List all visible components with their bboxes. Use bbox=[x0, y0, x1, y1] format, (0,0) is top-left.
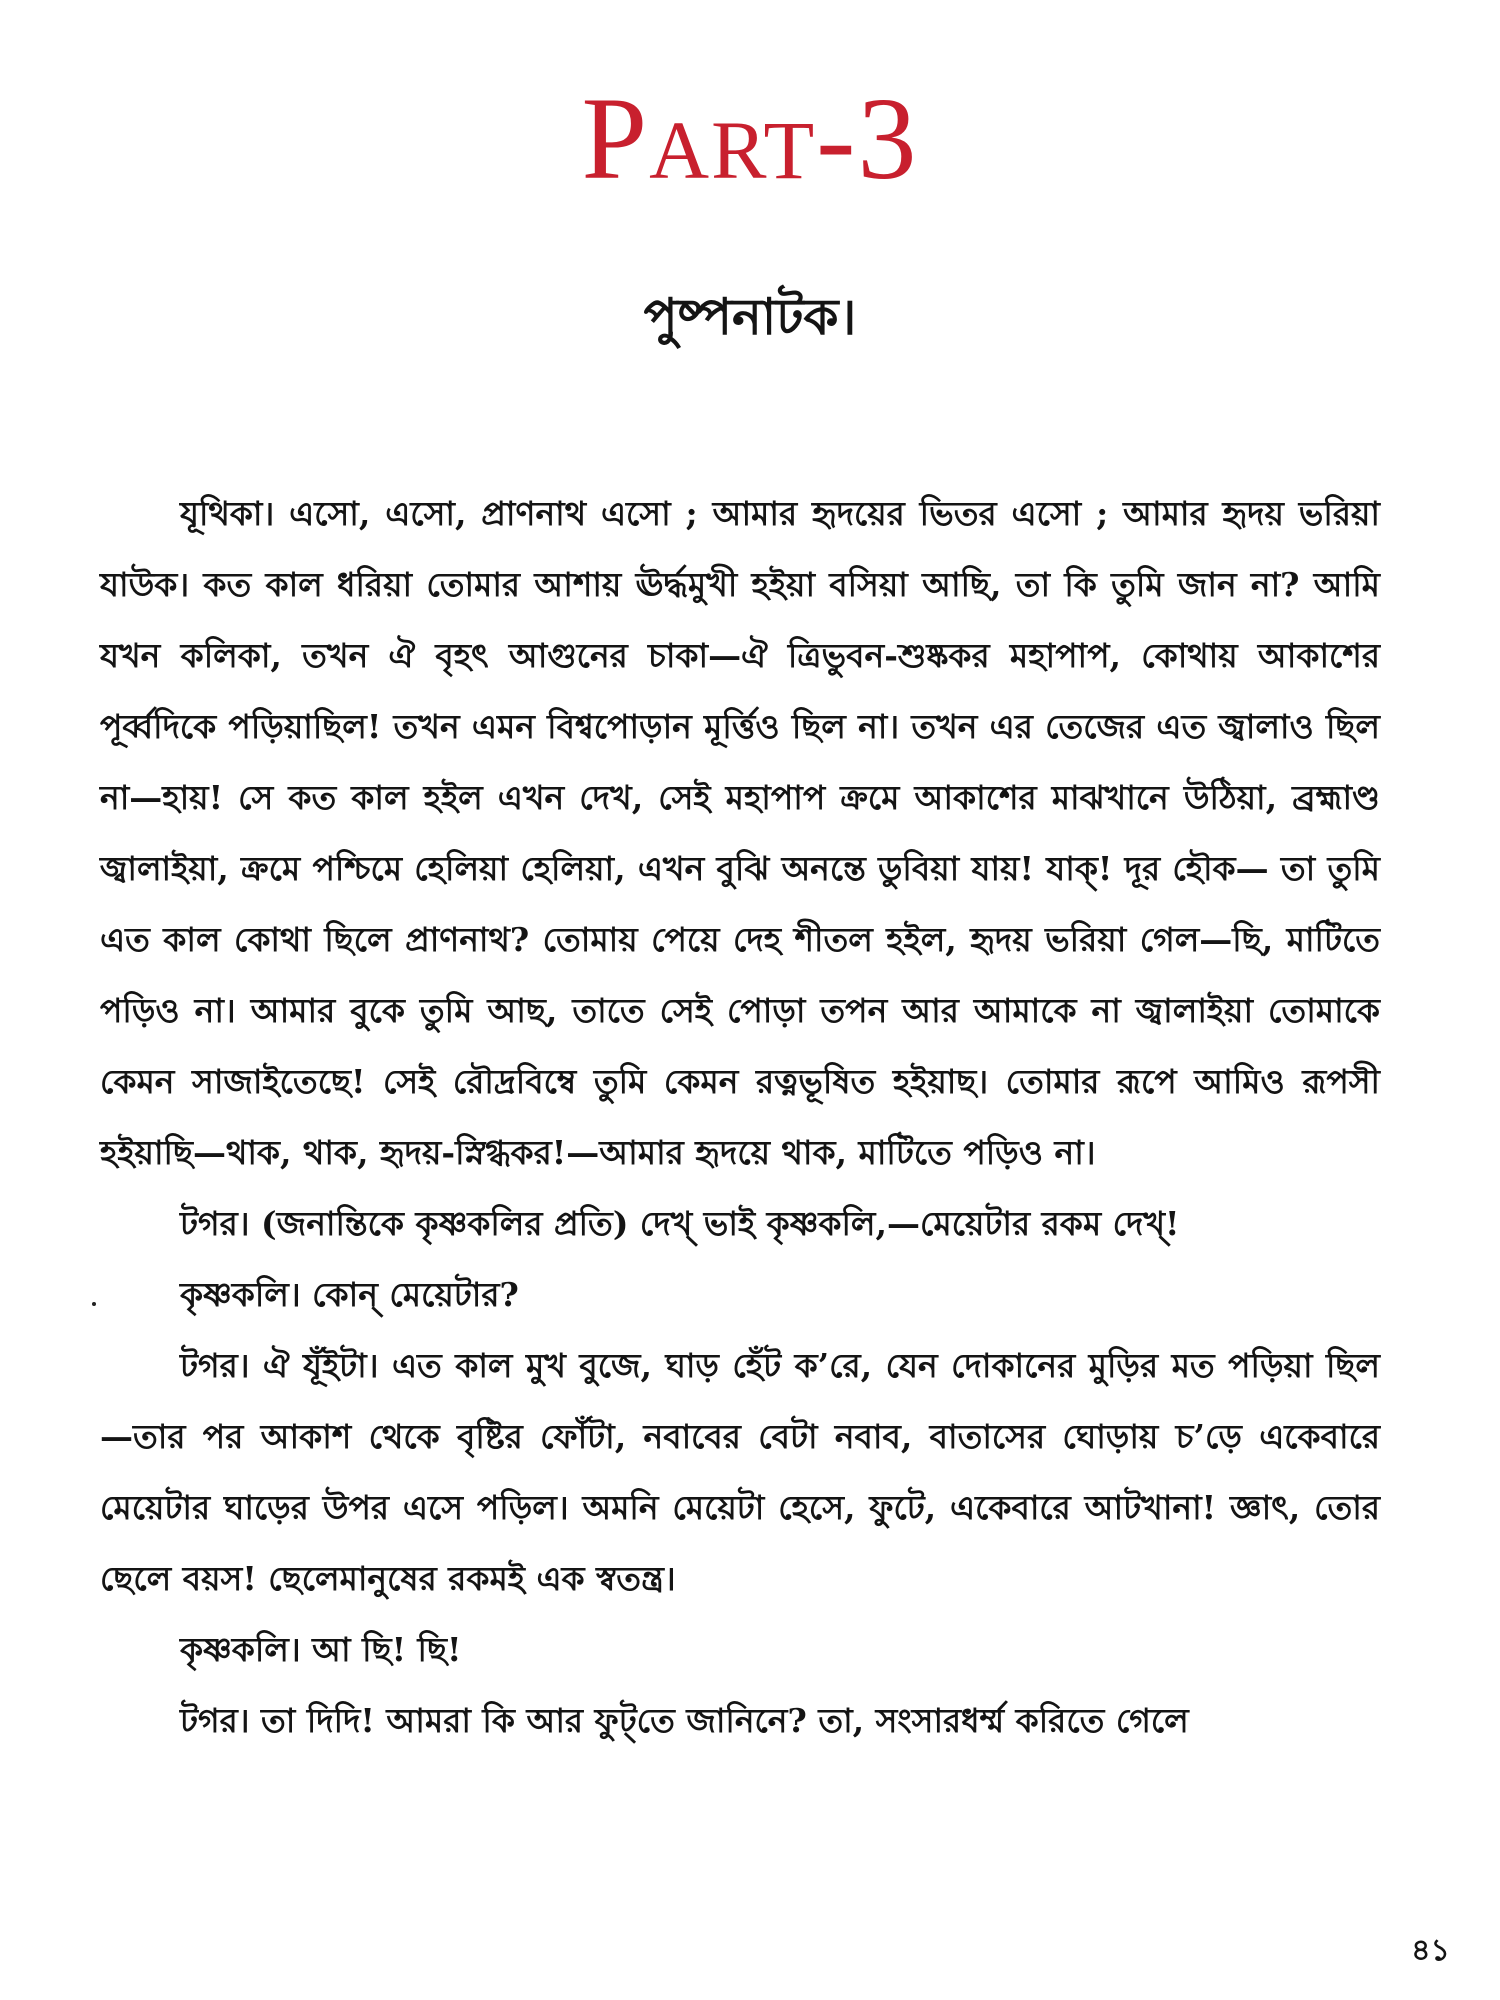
paragraph bbox=[100, 1259, 1380, 1330]
speaker-name: টগর। bbox=[180, 1204, 250, 1243]
paragraph bbox=[100, 1614, 1380, 1685]
page-number: ৪১ bbox=[1411, 1933, 1450, 1968]
chapter-title: পুষ্পনাটক। bbox=[643, 287, 857, 346]
dialogue-text: কোন্ মেয়েটার? bbox=[300, 1275, 519, 1314]
dialogue-text: (জনান্তিকে কৃষ্ণকলির প্রতি) দেখ্ ভাই কৃষ্ণকলি,—মেয়েটার রকম দেখ্! bbox=[249, 1204, 1180, 1243]
paragraph bbox=[100, 1330, 1380, 1614]
speaker-name: টগর। bbox=[180, 1701, 250, 1740]
paragraph bbox=[100, 1188, 1380, 1259]
speaker-name: যূথিকা। bbox=[180, 494, 275, 533]
part-heading: Part-3 bbox=[581, 73, 919, 204]
dialogue-text: আ ছি! ছি! bbox=[300, 1630, 462, 1669]
paragraph bbox=[100, 478, 1380, 1188]
speaker-name: কৃষ্ণকলি। bbox=[180, 1630, 301, 1669]
paragraph bbox=[100, 1685, 1380, 1756]
dialogue-text: ঐ যূঁইটা। এত কাল মুখ বুজে, ঘাড় হেঁট ক’রে, যেন দোকানের মুড়ির মত পড়িয়া ছিল—তার পর আকাশ থেকে বৃষ্টির ফোঁটা, নবাবের বেটা নবাব, বাতাসের ঘোড়ায় চ’ড়ে একেবারে মেয়েটার ঘাড়ের উপর এসে পড়িল। অমনি মেয়েটা হেসে, ফুটে, একেবারে আটখানা! জ্ঞাৎ, তোর ছেলে বয়স! ছেলেমানুষের রকমই এক স্বতন্ত্র। bbox=[100, 1346, 1380, 1598]
speaker-name: টগর। bbox=[180, 1346, 250, 1385]
dialogue-text: তা দিদি! আমরা কি আর ফুট্‌তে জানিনে? তা, সংসারধর্ম্ম করিতে গেলে bbox=[249, 1701, 1189, 1740]
dialogue-text: এসো, এসো, প্রাণনাথ এসো ; আমার হৃদয়ের ভিতর এসো ; আমার হৃদয় ভরিয়া যাউক। কত কাল ধরিয়া তোমার আশায় ঊর্দ্ধমুখী হইয়া বসিয়া আছি, তা কি তুমি জান না? আমি যখন কলিকা, তখন ঐ বৃহৎ আগুনের চাকা—ঐ ত্রিভুবন-শুষ্ককর মহাপাপ, কোথায় আকাশের পূর্ব্বদিকে পড়িয়াছিল! তখন এমন বিশ্বপোড়ান মূর্ত্তিও ছিল না। তখন এর তেজের এত জ্বালাও ছিল না—হায়! সে কত কাল হইল এখন দেখ, সেই মহাপাপ ক্রমে আকাশের মাঝখানে উঠিয়া, ব্রহ্মাণ্ড জ্বালাইয়া, ক্রমে পশ্চিমে হেলিয়া হেলিয়া, এখন বুঝি অনন্তে ডুবিয়া যায়! যাক্! দূর হৌক— তা তুমি এত কাল কোথা ছিলে প্রাণনাথ? তোমায় পেয়ে দেহ শীতল হইল, হৃদয় ভরিয়া গেল—ছি, মাটিতে পড়িও না। আমার বুকে তুমি আছ, তাতে সেই পোড়া তপন আর আমাকে না জ্বালাইয়া তোমাকে কেমন সাজাইতেছে! সেই রৌদ্রবিম্বে তুমি কেমন রত্নভূষিত হইয়াছ। তোমার রূপে আমিও রূপসী হইয়াছি—থাক, থাক, হৃদয়-স্নিগ্ধকর!—আমার হৃদয়ে থাক, মাটিতে পড়িও না। bbox=[100, 494, 1380, 1172]
body-text bbox=[100, 478, 1380, 1756]
stray-ink-dot bbox=[92, 1302, 96, 1306]
speaker-name: কৃষ্ণকলি। bbox=[180, 1275, 301, 1314]
